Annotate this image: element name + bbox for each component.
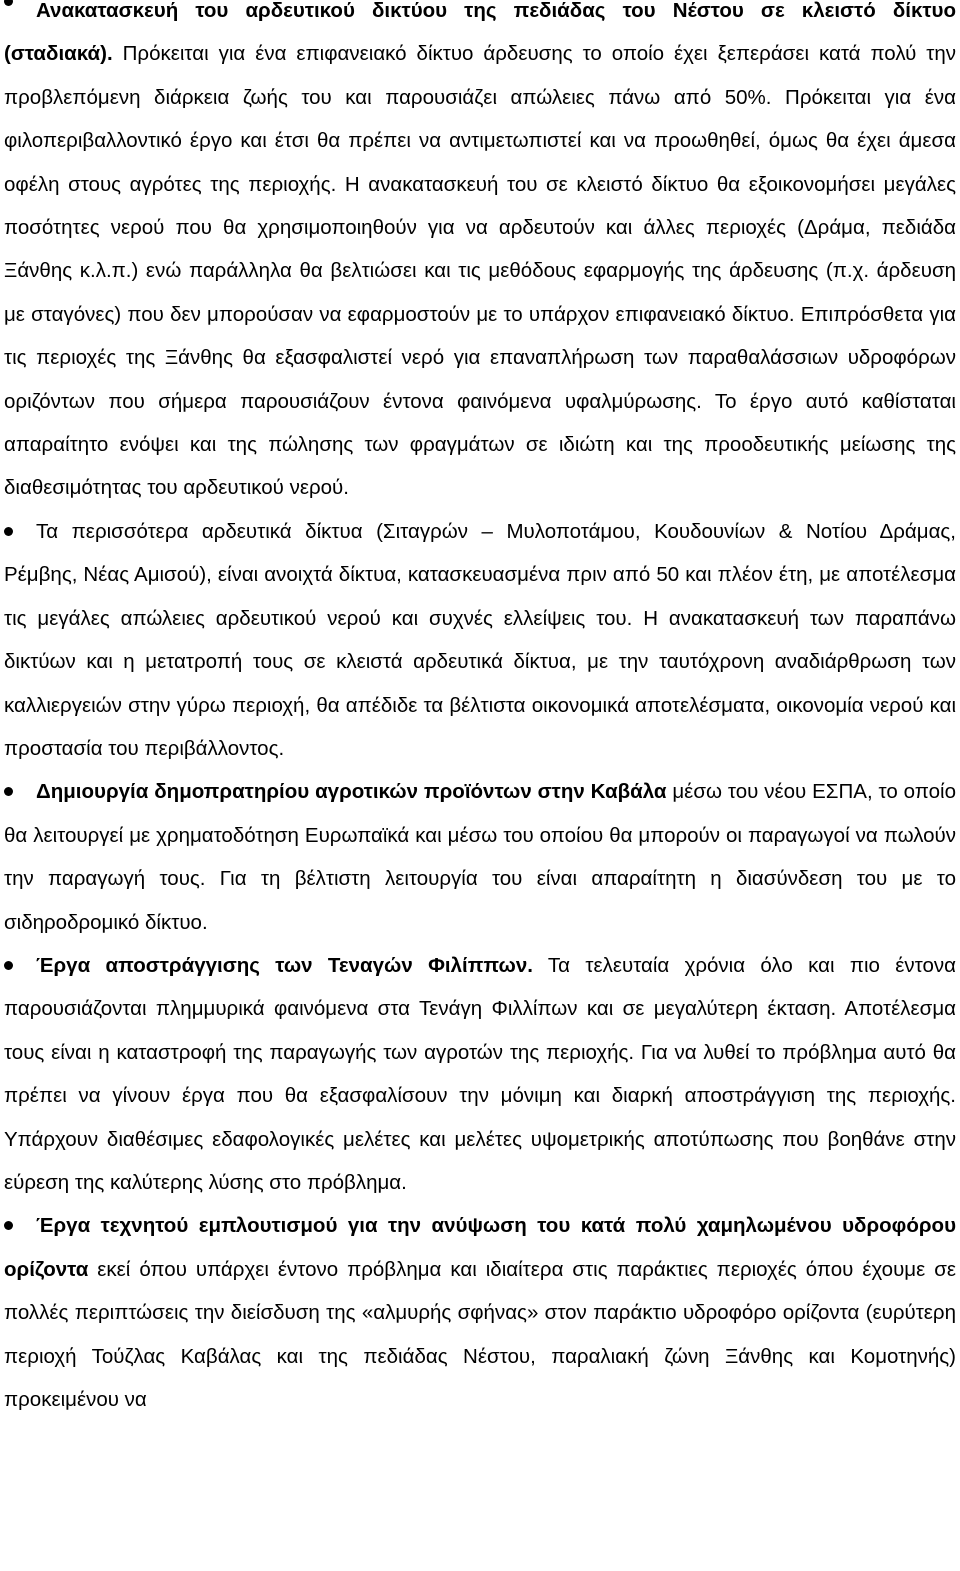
paragraph [4,1204,956,1421]
item-heading: Έργα αποστράγγισης των Τεναγών Φιλίππων. [36,953,533,977]
item-text: Πρόκειται για ένα επιφανειακό δίκτυο άρδευσης το οποίο έχει ξεπεράσει κατά πολύ την προβλεπόμενη διάρκεια ζωής του και παρουσιάζει απώλειες πάνω από 50%. Πρόκειται για ένα φιλοπεριβαλλοντικό έργο και έτσι θα πρέπει να αντιμετωπιστεί και να προωθηθεί, όμως θα έχει άμεσα οφέλη στους αγρότες της περιοχής. Η ανακατασκευή του σε κλειστό δίκτυο θα εξοικονομήσει μεγάλες ποσότητες νερού που θα χρησιμοποιηθούν για να αρδευτούν και άλλες περιοχές (Δράμα, πεδιάδα Ξάνθης κ.λ.π.) ενώ παράλληλα θα βελτιώσει και τις μεθόδους εφαρμογής της άρδευσης (π.χ. άρδευση με σταγόνες) που δεν μπορούσαν να εφαρμοστούν με το υπάρχον επιφανειακό δίκτυο. Επιπρόσθετα για τις περιοχές της Ξάνθης θα εξασφαλιστεί νερό για επαναπλήρωση των παραθαλάσσιων υδροφόρων οριζόντων που σήμερα παρουσιάζουν έντονα φαινόμενα υφαλμύρωσης. Το έργο αυτό καθίσταται απαραίτητο ενόψει και της πώλησης των φραγμάτων σε ιδιώτη και της προοδευτικής μείωσης της διαθεσιμότητας του αρδευτικού νερού. [4,42,956,500]
list-item-auction-house [4,770,956,944]
bullet-icon [4,527,13,536]
item-text: εκεί όπου υπάρχει έντονο πρόβλημα και ιδιαίτερα στις παράκτιες περιοχές όπου έχουμε σε πολλές περιπτώσεις την διείσδυση της «αλμυρής σφήνας» στον παράκτιο υδροφόρο ορίζοντα (ευρύτερη περιοχή Τούζλας Καβάλας και της πεδιάδας Νέστου, παραλιακή ζώνη Ξάνθης και Κομοτηνής) προκειμένου να [4,1257,956,1411]
item-text: μέσω του νέου ΕΣΠΑ, το οποίο θα λειτουργεί με χρηματοδότηση Ευρωπαϊκά και μέσω του οποίου θα μπορούν οι παραγωγοί να πωλούν την παραγωγή τους. Για τη βέλτιστη λειτουργία του είναι απαραίτητη η διασύνδεση του με το σιδηροδρομικό δίκτυο. [4,780,956,934]
bullet-icon [4,961,13,970]
item-heading: Ανακατασκευή του αρδευτικού δικτύου της πεδιάδας του Νέστου σε κλειστό δίκτυο (σταδιακά). [4,0,956,66]
item-text: Τα περισσότερα αρδευτικά δίκτυα (Σιταγρών – Μυλοποτάμου, Κουδουνίων & Νοτίου Δράμας, Ρέμβης, Νέας Αμισού), είναι ανοιχτά δίκτυα, κατασκευασμένα πριν από 50 και πλέον έτη, με αποτέλεσμα τις μεγάλες απώλειες αρδευτικού νερού και συχνές ελλείψεις του. Η ανακατασκευή των παραπάνω δικτύων και η μετατροπή τους σε κλειστά αρδευτικά δίκτυα, με την ταυτόχρονη αναδιάρθρωση των καλλιεργειών στην γύρω περιοχή, θα απέδιδε τα βέλτιστα οικονομικά αποτελέσματα, οικονομία νερού και προστασία του περιβάλλοντος. [4,519,956,760]
paragraph [4,510,956,770]
list-item-irrigation-nestos [4,0,956,510]
paragraph [4,0,956,510]
list-item-irrigation-networks [4,510,956,770]
item-text: Τα τελευταία χρόνια όλο και πιο έντονα παρουσιάζονται πλημμυρικά φαινόμενα στα Τενάγη Φιλλίπων και σε μεγαλύτερη έκταση. Αποτέλεσμα τους είναι η καταστροφή της παραγωγής των αγροτών της περιοχής. Για να λυθεί το πρόβλημα αυτό θα πρέπει να γίνουν έργα που θα εξασφαλίσουν την μόνιμη και διαρκή αποστράγγιση της περιοχής. Υπάρχουν διαθέσιμες εδαφολογικές μελέτες και μελέτες υψομετρικής αποτύπωσης που βοηθάνε στην εύρεση της καλύτερης λύσης στο πρόβλημα. [4,953,956,1194]
list-item-drainage-works [4,944,956,1204]
list-item-aquifer-recharge [4,1204,956,1421]
paragraph [4,770,956,944]
paragraph [4,944,956,1204]
item-heading: Δημιουργία δημοπρατηρίου αγροτικών προϊόντων στην Καβάλα [36,780,667,804]
item-heading: Έργα τεχνητού εμπλουτισμού για την ανύψωση του κατά πολύ χαμηλωμένου υδροφόρου ορίζοντα [4,1214,956,1281]
